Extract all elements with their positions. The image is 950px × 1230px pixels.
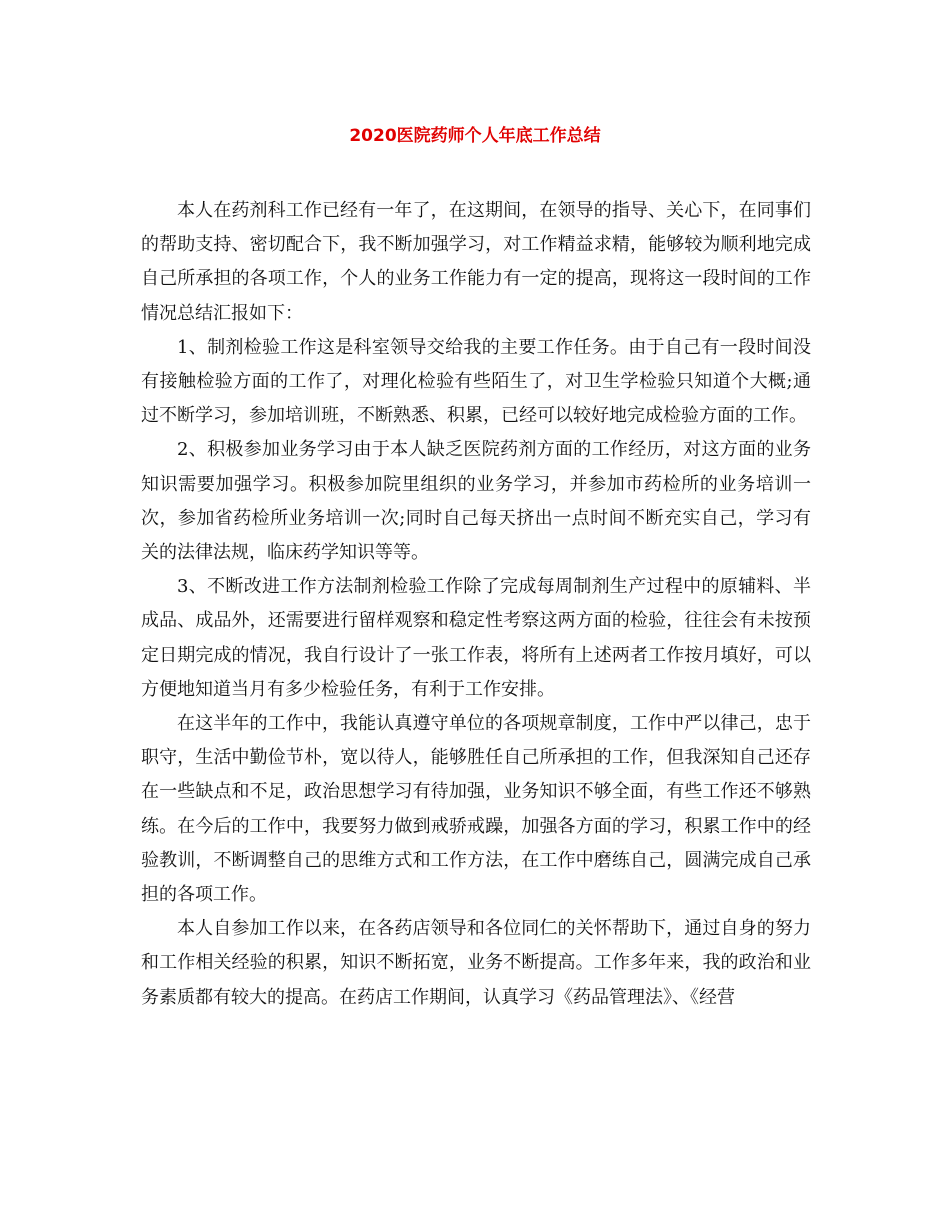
paragraph-item-1: 1、制剂检验工作这是科室领导交给我的主要工作任务。由于自己有一段时间没有接触检验方面的工作了，对理化检验有些陌生了，对卫生学检验只知道个大概;通过不断学习，参加培训班，不断熟悉、积累，已经可以较好地完成检验方面的工作。 — [141, 336, 811, 427]
paragraph-item-2: 2、积极参加业务学习由于本人缺乏医院药剂方面的工作经历，对这方面的业务知识需要加强学习。积极参加院里组织的业务学习，并参加市药检所的业务培训一次，参加省药检所业务培训一次;同时自己每天挤出一点时间不断充实自己，学习有关的法律法规，临床药学知识等等。 — [141, 439, 811, 564]
document-body — [141, 194, 811, 1015]
document-title: 2020医院药师个人年底工作总结 — [349, 126, 601, 146]
paragraph-career-summary: 本人自参加工作以来，在各药店领导和各位同仁的关怀帮助下，通过自身的努力和工作相关经验的积累，知识不断拓宽，业务不断提高。工作多年来，我的政治和业务素质都有较大的提高。在药店工作期间，认真学习《药品管理法》、《经营 — [141, 918, 811, 1008]
paragraph-half-year-summary: 在这半年的工作中，我能认真遵守单位的各项规章制度，工作中严以律己，忠于职守，生活中勤俭节朴，宽以待人，能够胜任自己所承担的工作，但我深知自己还存在一些缺点和不足，政治思想学习有待加强，业务知识不够全面，有些工作还不够熟练。在今后的工作中，我要努力做到戒骄戒躁，加强各方面的学习，积累工作中的经验教训，不断调整自己的思维方式和工作方法，在工作中磨练自己，圆满完成自己承担的各项工作。 — [141, 713, 811, 906]
paragraph-item-3: 3、不断改进工作方法制剂检验工作除了完成每周制剂生产过程中的原辅料、半成品、成品外，还需要进行留样观察和稳定性考察这两方面的检验，往往会有未按预定日期完成的情况，我自行设计了一张工作表，将所有上述两者工作按月填好，可以方便地知道当月有多少检验任务，有利于工作安排。 — [141, 576, 811, 700]
paragraph-intro: 本人在药剂科工作已经有一年了，在这期间，在领导的指导、关心下，在同事们的帮助支持、密切配合下，我不断加强学习，对工作精益求精，能够较为顺利地完成自己所承担的各项工作，个人的业务工作能力有一定的提高，现将这一段时间的工作情况总结汇报如下： — [141, 200, 811, 324]
